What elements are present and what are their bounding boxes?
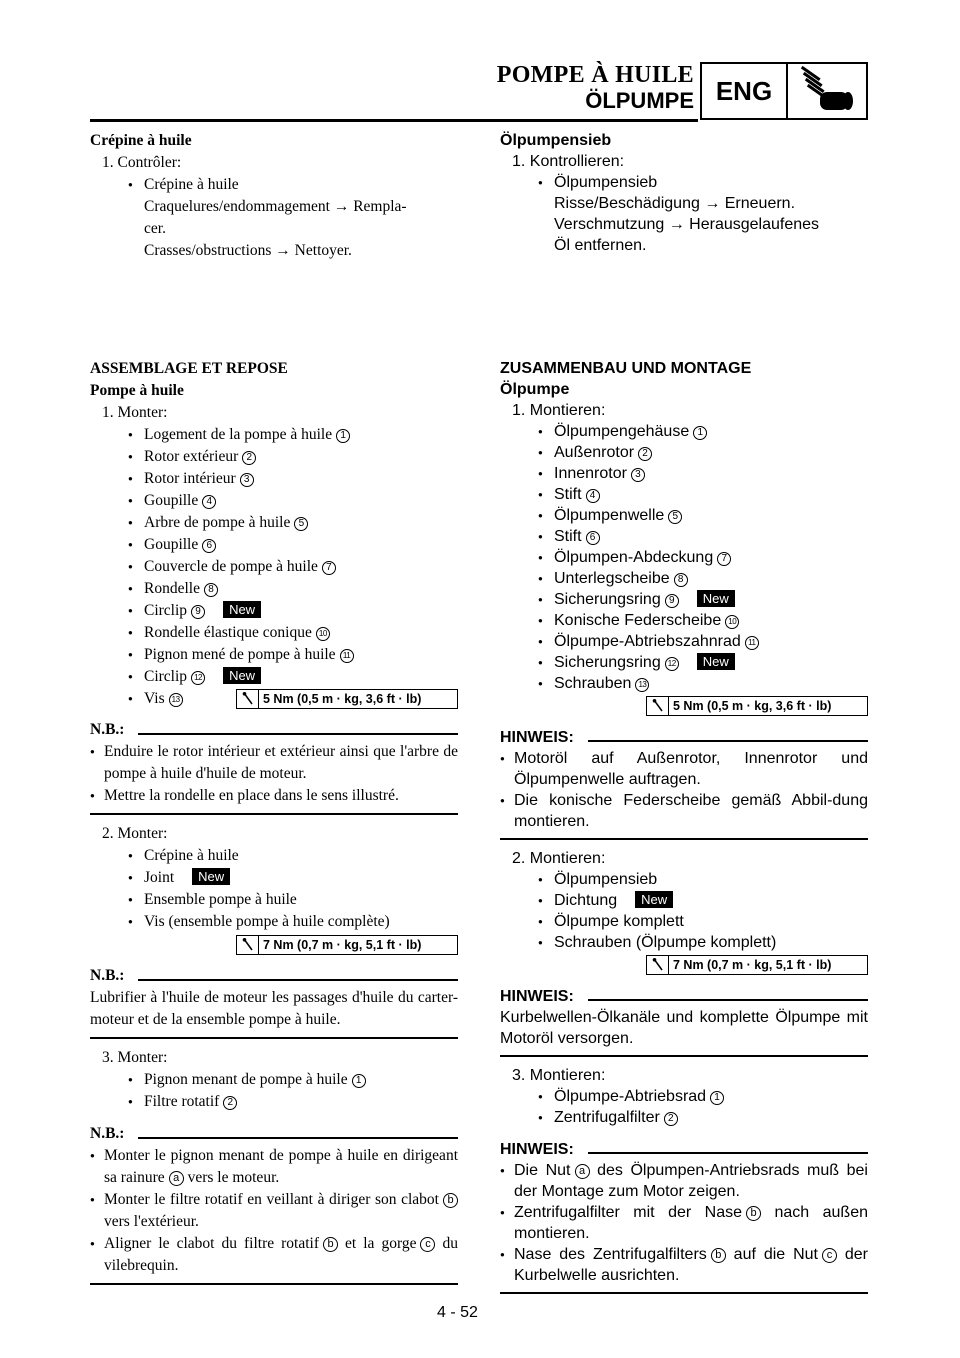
callout-number: 8 (204, 583, 218, 597)
callout-number: 6 (586, 531, 600, 545)
list-item: ● Zentrifugalfilter 2 (500, 1107, 868, 1128)
wrench-icon (237, 936, 259, 954)
new-part-badge: New (223, 601, 261, 618)
list-item: ● Rondelle 8 (90, 578, 458, 600)
fr-note1-head: N.B.: (90, 719, 458, 741)
de-assembly-step2: 2. Montieren: (512, 850, 606, 867)
list-item: ● Ölpumpen-Abdeckung 7 (500, 547, 868, 568)
de-strainer-desc2: Verschmutzung → Herausgelaufenes (554, 216, 820, 233)
de-assembly-subheading: Ölpumpe (500, 381, 570, 398)
fr-note1-a: ● Enduire le rotor intérieur et extérieur ainsi que l'arbre de pompe à huile d'huile de moteur. (90, 741, 458, 785)
callout-number: 5 (294, 517, 308, 531)
callout-number: 2 (223, 1096, 237, 1110)
list-item: ● Ölpumpe-Abtriebsrad 1 (500, 1086, 868, 1107)
callout-number: 9 (191, 605, 205, 619)
de-note3-head: HINWEIS: (500, 1138, 868, 1160)
de-note2-head: HINWEIS: (500, 985, 868, 1007)
de-assembly-list-3 (500, 1086, 868, 1128)
page-header (0, 0, 960, 125)
list-item: ● Vis 13 (90, 688, 458, 710)
list-item: ● Rotor extérieur 2 (90, 446, 458, 468)
list-item: ● Circlip 9 New (90, 600, 458, 622)
de-strainer-step1: 1. Kontrollieren: (512, 153, 625, 170)
divider (90, 1283, 458, 1285)
fr-assembly-step3: 3. Monter: (102, 1049, 168, 1066)
callout-number: 10 (725, 615, 739, 629)
list-item: ● Ölpumpe komplett (500, 911, 868, 932)
divider (500, 1055, 868, 1057)
new-part-badge: New (635, 891, 673, 908)
callout-number: 4 (202, 495, 216, 509)
new-part-badge: New (223, 667, 261, 684)
callout-number: 8 (674, 573, 688, 587)
list-item: ● Konische Federscheibe 10 (500, 610, 868, 631)
header-title-de: ÖLPUMPE (585, 88, 694, 113)
badge-label: ENG (702, 64, 788, 118)
fr-note2: Lubrifier à l'huile de moteur les passages d'huile du carter-moteur et de la ensemble pompe à huile. (90, 989, 458, 1028)
de-assembly-heading: ZUSAMMENBAU UND MONTAGE (500, 360, 752, 377)
list-item: ● Ölpumpensieb (500, 869, 868, 890)
section-badge (700, 62, 868, 120)
list-item: ● Schrauben (Ölpumpe komplett) (500, 932, 868, 953)
fr-strainer-heading: Crépine à huile (90, 132, 192, 149)
fr-note3-b: ● Monter le filtre rotatif en veillant à diriger son clabot b vers l'extérieur. (90, 1189, 458, 1233)
fr-strainer-step1: 1. Contrôler: (102, 154, 182, 171)
fr-strainer-desc1: Craquelures/endommagement → Rempla- (144, 198, 407, 215)
fr-assembly-step1: 1. Monter: (102, 404, 168, 421)
divider (90, 813, 458, 815)
fr-assembly-step2: 2. Monter: (102, 825, 168, 842)
fr-note2-head: N.B.: (90, 965, 458, 987)
list-item: ● Filtre rotatif 2 (90, 1091, 458, 1113)
de-strainer-desc2b: Öl entfernen. (554, 237, 647, 254)
wrench-icon (237, 690, 259, 708)
wrench-icon (647, 697, 669, 715)
list-item: ● Pignon menant de pompe à huile 1 (90, 1069, 458, 1091)
fr-assembly-list (90, 424, 458, 710)
fr-assembly-subheading: Pompe à huile (90, 382, 184, 399)
list-item: ● Goupille 4 (90, 490, 458, 512)
de-note1-a: ● Motoröl auf Außenrotor, Innenrotor und Ölpumpenwelle auftragen. (500, 748, 868, 790)
wrench-icon (647, 956, 669, 974)
callout-number: 1 (710, 1091, 724, 1105)
callout-number: 13 (169, 693, 183, 707)
header-title-fr: POMPE À HUILE (496, 62, 694, 88)
fr-note3-head: N.B.: (90, 1123, 458, 1145)
de-assembly-section (500, 358, 868, 1300)
callout-number: 2 (638, 447, 652, 461)
callout-number: 2 (664, 1112, 678, 1126)
list-item: ● Stift 6 (500, 526, 868, 547)
divider (90, 1037, 458, 1039)
list-item: ● Rondelle élastique conique 10 (90, 622, 458, 644)
list-item: ● Circlip 12 New (90, 666, 458, 688)
list-item: ● Ensemble pompe à huile (90, 889, 458, 911)
list-item: ● Ölpumpengehäuse 1 (500, 421, 868, 442)
callout-number: 1 (352, 1074, 366, 1088)
de-note2: Kurbelwellen-Ölkanäle und komplette Ölpumpe mit Motoröl versorgen. (500, 1009, 868, 1047)
divider (500, 1292, 868, 1294)
list-item: ● Außenrotor 2 (500, 442, 868, 463)
fr-strainer-desc1b: cer. (144, 220, 166, 237)
de-assembly-step1: 1. Montieren: (512, 402, 606, 419)
list-item: ● Schrauben 13 (500, 673, 868, 694)
new-part-badge: New (697, 653, 735, 670)
list-item: ● Joint New (90, 867, 458, 889)
de-strainer-heading: Ölpumpensieb (500, 132, 612, 149)
de-note1-head: HINWEIS: (500, 726, 868, 748)
list-item: ● Pignon mené de pompe à huile 11 (90, 644, 458, 666)
list-item: ● Logement de la pompe à huile 1 (90, 424, 458, 446)
callout-number: 4 (586, 489, 600, 503)
header-rule (90, 119, 698, 122)
engine-icon (788, 64, 866, 118)
list-item: ● Ölpumpensieb (500, 172, 868, 193)
fr-torque-spec-2: 7 Nm (0,7 m · kg, 5,1 ft · lb) (236, 935, 458, 955)
callout-number: 11 (745, 636, 759, 650)
callout-number: 12 (191, 671, 205, 685)
callout-number: 7 (322, 561, 336, 575)
list-item: ● Sicherungsring 9 New (500, 589, 868, 610)
divider (500, 838, 868, 840)
de-strainer-section (500, 130, 868, 256)
callout-number: 12 (665, 657, 679, 671)
de-note3-a: ● Die Nut a des Ölpumpen-Antriebsrads muß bei der Montage zum Motor zeigen. (500, 1160, 868, 1202)
new-part-badge: New (192, 868, 230, 885)
list-item: ● Unterlegscheibe 8 (500, 568, 868, 589)
callout-number: 9 (665, 594, 679, 608)
de-assembly-step3: 3. Montieren: (512, 1067, 606, 1084)
callout-number: 7 (717, 552, 731, 566)
callout-number: 1 (336, 429, 350, 443)
de-assembly-list (500, 421, 868, 694)
callout-number: 10 (316, 627, 330, 641)
callout-number: 6 (202, 539, 216, 553)
list-item: ● Stift 4 (500, 484, 868, 505)
callout-number: 5 (668, 510, 682, 524)
de-strainer-desc1: Risse/Beschädigung → Erneuern. (554, 195, 796, 212)
list-item: ● Sicherungsring 12 New (500, 652, 868, 673)
de-note1-b: ● Die konische Federscheibe gemäß Abbil-dung montieren. (500, 790, 868, 832)
fr-strainer-section (90, 130, 458, 262)
de-torque-spec-1: 5 Nm (0,5 m · kg, 3,6 ft · lb) (646, 696, 868, 716)
list-item: ● Goupille 6 (90, 534, 458, 556)
page-number: 4 - 52 (437, 1304, 478, 1321)
fr-assembly-section (90, 358, 458, 1291)
callout-number: 11 (340, 649, 354, 663)
callout-number: 3 (240, 473, 254, 487)
list-item: ● Innenrotor 3 (500, 463, 868, 484)
de-note3-b: ● Zentrifugalfilter mit der Nase b nach außen montieren. (500, 1202, 868, 1244)
de-torque-spec-2: 7 Nm (0,7 m · kg, 5,1 ft · lb) (646, 955, 868, 975)
list-item: ● Arbre de pompe à huile 5 (90, 512, 458, 534)
fr-note3-c: ● Aligner le clabot du filtre rotatif b et la gorge c du vilebrequin. (90, 1233, 458, 1277)
fr-strainer-desc2: Crasses/obstructions → Nettoyer. (144, 242, 352, 259)
fr-note3-a: ● Monter le pignon menant de pompe à huile en dirigeant sa rainure a vers le moteur. (90, 1145, 458, 1189)
list-item: ● Ölpumpe-Abtriebszahnrad 11 (500, 631, 868, 652)
fr-torque-spec-1: 5 Nm (0,5 m · kg, 3,6 ft · lb) (236, 689, 458, 709)
callout-number: 3 (631, 468, 645, 482)
list-item: ● Dichtung New (500, 890, 868, 911)
callout-number: 2 (242, 451, 256, 465)
list-item: ● Crépine à huile (90, 845, 458, 867)
list-item: ● Crépine à huile (90, 174, 458, 196)
new-part-badge: New (697, 590, 735, 607)
callout-number: 13 (635, 678, 649, 692)
fr-assembly-heading: ASSEMBLAGE ET REPOSE (90, 360, 288, 377)
list-item: ● Ölpumpenwelle 5 (500, 505, 868, 526)
list-item: ● Vis (ensemble pompe à huile complète) (90, 911, 458, 933)
fr-assembly-list-3 (90, 1069, 458, 1113)
fr-note1-b: ● Mettre la rondelle en place dans le sens illustré. (90, 785, 458, 807)
list-item: ● Rotor intérieur 3 (90, 468, 458, 490)
de-note3-c: ● Nase des Zentrifugalfilters b auf die Nut c der Kurbelwelle ausrichten. (500, 1244, 868, 1286)
callout-number: 1 (693, 426, 707, 440)
list-item: ● Couvercle de pompe à huile 7 (90, 556, 458, 578)
